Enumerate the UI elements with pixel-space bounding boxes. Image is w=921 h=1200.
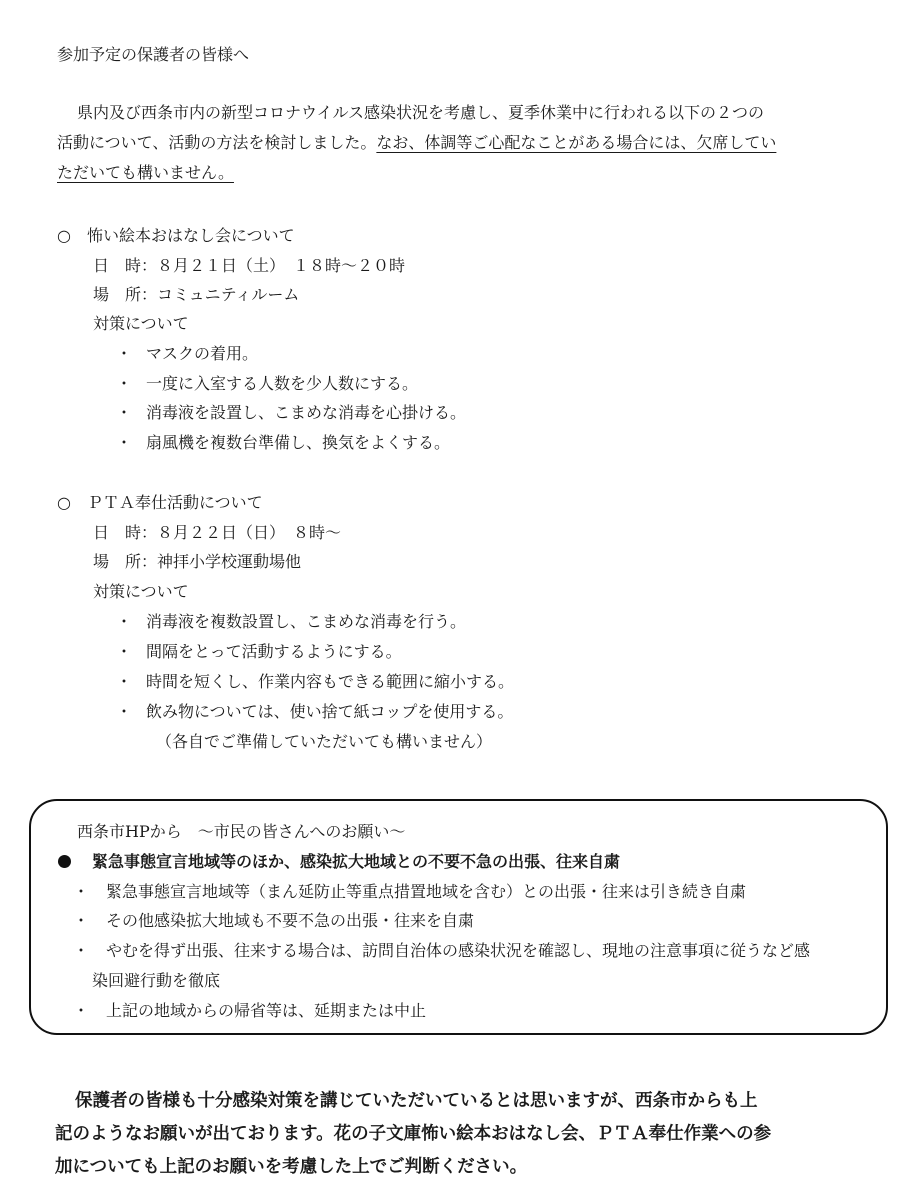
bullet-icon: ・ bbox=[116, 403, 133, 422]
event-2-measure: 飲み物については、使い捨て紙コップを使用する。 bbox=[146, 702, 514, 721]
bullet-icon: ・ bbox=[116, 612, 133, 631]
event-2-title-text: ＰＴＡ奉仕活動について bbox=[87, 493, 263, 512]
bullet-icon: ・ bbox=[116, 672, 133, 691]
intro-line-1: 県内及び西条市内の新型コロナウイルス感染状況を考慮し、夏季休業中に行われる以下の２つの bbox=[77, 103, 765, 122]
circle-marker-icon: ○ bbox=[57, 226, 71, 245]
event-2-title bbox=[57, 493, 263, 513]
bullet-icon: ・ bbox=[73, 941, 90, 960]
event-1-measure: マスクの着用。 bbox=[146, 344, 259, 363]
event-1-measure: 扇風機を複数台準備し、換気をよくする。 bbox=[146, 433, 451, 452]
closing-line-2: 記のようなお願いが出ております。花の子文庫怖い絵本おはなし会、ＰＴＡ奉仕作業への参 bbox=[55, 1124, 772, 1144]
event-1-place: 場 所：コミュニティルーム bbox=[93, 285, 300, 304]
notice-item: 上記の地域からの帰省等は、延期または中止 bbox=[106, 1001, 427, 1020]
filled-circle-icon bbox=[58, 855, 71, 868]
bullet-icon: ・ bbox=[116, 433, 133, 452]
event-2-measure: 時間を短くし、作業内容もできる範囲に縮小する。 bbox=[146, 672, 515, 691]
intro-line-2 bbox=[57, 133, 776, 153]
event-2-date: 日 時：８月２２日（日） ８時～ bbox=[93, 523, 342, 542]
intro-line-3-underlined: ただいても構いません。 bbox=[57, 163, 234, 182]
event-2-measure: 間隔をとって活動するようにする。 bbox=[146, 642, 402, 661]
event-1-title-text: 怖い絵本おはなし会について bbox=[87, 226, 295, 245]
event-1-measure: 一度に入室する人数を少人数にする。 bbox=[146, 374, 419, 393]
bullet-icon: ・ bbox=[73, 911, 90, 930]
bullet-icon: ・ bbox=[116, 374, 133, 393]
salutation: 参加予定の保護者の皆様へ bbox=[57, 45, 250, 64]
event-1-title bbox=[57, 226, 295, 246]
notice-item: 緊急事態宣言地域等（まん延防止等重点措置地域を含む）との出張・往来は引き続き自粛 bbox=[106, 882, 747, 901]
notice-main: 緊急事態宣言地域等のほか、感染拡大地域との不要不急の出張、往来自粛 bbox=[92, 852, 621, 871]
closing-line-3: 加についても上記のお願いを考慮した上でご判断ください。 bbox=[55, 1157, 528, 1177]
intro-line-2-text: 活動について、活動の方法を検討しました。 bbox=[57, 133, 377, 152]
bullet-icon: ・ bbox=[116, 702, 133, 721]
notice-heading: 西条市HPから ～市民の皆さんへのお願い～ bbox=[77, 822, 406, 841]
bullet-icon: ・ bbox=[73, 1001, 90, 1020]
notice-item-continuation: 染回避行動を徹底 bbox=[92, 971, 221, 990]
closing-line-1: 保護者の皆様も十分感染対策を講じていただいているとは思いますが、西条市からも上 bbox=[75, 1091, 758, 1111]
event-2-measure: 消毒液を複数設置し、こまめな消毒を行う。 bbox=[146, 612, 467, 631]
bullet-icon: ・ bbox=[116, 642, 133, 661]
intro-line-2-underlined: なお、体調等ご心配なことがある場合には、欠席してい bbox=[376, 133, 777, 152]
event-1-date: 日 時：８月２１日（土） １８時～２０時 bbox=[93, 256, 406, 275]
event-2-measure-note: （各自でご準備していただいても構いません） bbox=[156, 732, 493, 751]
event-1-measure: 消毒液を設置し、こまめな消毒を心掛ける。 bbox=[146, 403, 467, 422]
circle-marker-icon: ○ bbox=[57, 493, 71, 512]
bullet-icon: ・ bbox=[73, 882, 90, 901]
notice-item: やむを得ず出張、往来する場合は、訪問自治体の感染状況を確認し、現地の注意事項に従うなど感 bbox=[106, 941, 811, 960]
event-2-measures-heading: 対策について bbox=[93, 582, 189, 601]
bullet-icon: ・ bbox=[116, 344, 133, 363]
event-1-measures-heading: 対策について bbox=[93, 314, 189, 333]
notice-item: その他感染拡大地域も不要不急の出張・往来を自粛 bbox=[106, 911, 475, 930]
event-2-place: 場 所：神拝小学校運動場他 bbox=[93, 552, 302, 571]
